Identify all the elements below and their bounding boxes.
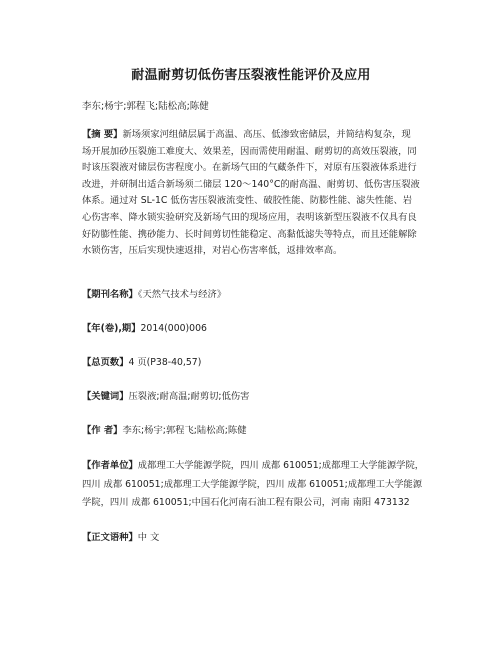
author-list: 李东;杨宇;郭程飞;陆松高;陈健	[82, 101, 209, 112]
abstract-line-3: 时该压裂液对储层伤害程度小。在新场气田的气藏条件下，对原有压裂液体系进行	[82, 162, 417, 174]
paper-title: 耐温耐剪切低伤害压裂液性能评价及应用	[131, 68, 371, 83]
language-label: 【正文语种】	[82, 532, 138, 543]
unit-line-2: 四川 成都 610051;成都理工大学能源学院，四川 成都 610051;成都理工大学能源	[82, 478, 423, 490]
keywords-value: 压裂液;耐高温;耐剪切;低伤害	[128, 391, 250, 402]
language-value: 中 文	[137, 532, 160, 543]
pages-field	[82, 357, 434, 369]
unit-line-3: 学院，四川 成都 610051;中国石化河南石油工程有限公司，河南 南阳 473132	[82, 497, 410, 508]
pages-label: 【总页数】	[82, 357, 129, 368]
journal-field	[82, 289, 434, 301]
year-value: 2014(000)006	[140, 323, 207, 334]
abstract-line-8: 水锁伤害，压后实现快速返排，对岩心伤害率低，返排效率高。	[82, 245, 343, 257]
abstract-line-5: 体系。通过对 SL-1C 低伤害压裂液流变性、破胶性能、防膨性能、滤失性能、岩	[82, 195, 413, 207]
author-field-value: 李东;杨宇;郭程飞;陆松高;陈健	[122, 425, 247, 436]
year-label: 【年(卷),期】	[82, 323, 141, 334]
journal-value: 《天然气技术与经济》	[137, 289, 227, 300]
journal-label: 【期刊名称】	[82, 289, 138, 300]
author-field	[82, 425, 434, 437]
pages-value: 4 页(P38-40,57)	[128, 357, 202, 368]
unit-line-1: 【作者单位】成都理工大学能源学院，四川 成都 610051;成都理工大学能源学院，	[82, 460, 425, 471]
abstract-line-2: 场开展加砂压裂施工难度大、效果差，因而需使用耐温、耐剪切的高效压裂液，同	[82, 145, 417, 157]
unit-label: 【作者单位】	[82, 460, 138, 471]
keywords-label: 【关键词】	[82, 391, 129, 402]
keywords-field	[82, 391, 434, 403]
author-field-label: 【作 者】	[82, 425, 123, 436]
abstract-line-6: 心伤害率、降水锁实验研究及新场气田的现场应用，表明该新型压裂液不仅具有良	[82, 211, 417, 223]
abstract-line-7: 好防膨性能、携砂能力、长时间剪切性能稳定、高黏低滤失等特点，而且还能解除	[82, 228, 417, 240]
year-field	[82, 323, 434, 335]
abstract-line-1: 【摘 要】新场须家河组储层属于高温、高压、低渗致密储层，并简结构复杂，现	[82, 129, 411, 140]
author-unit-section	[82, 457, 434, 513]
abstract-label: 【摘 要】	[82, 129, 123, 140]
language-field	[82, 532, 434, 544]
abstract-line-4: 改进，并研制出适合新场须二储层 120～140°C的耐高温、耐剪切、低伤害压裂液	[82, 178, 420, 190]
abstract-section	[82, 127, 434, 260]
